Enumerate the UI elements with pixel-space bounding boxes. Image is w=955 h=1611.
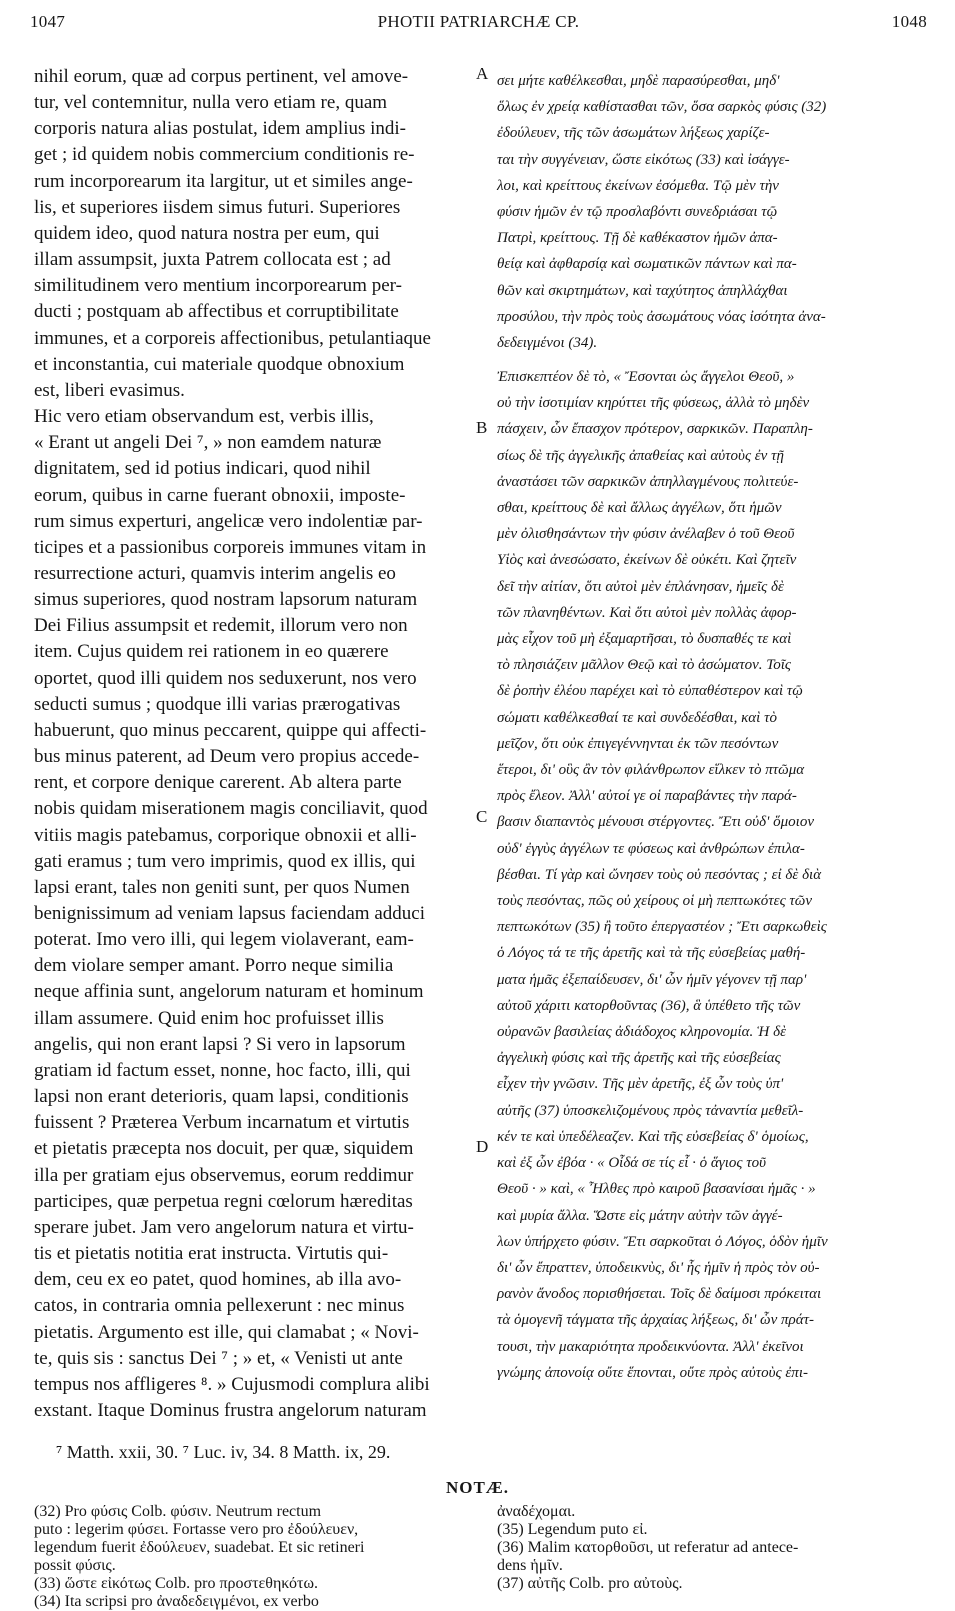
latin-text-line: neque affinia sunt, angelorum naturam et hominum (34, 981, 424, 1003)
latin-text-line: quidem ideo, quod natura nostra per eum, qui (34, 222, 380, 244)
note-line: legendum fuerit ἐδούλευεν, suadebat. Et sic retineri (34, 1539, 365, 1556)
greek-text-line: πάσχειν, ὧν ἔπασχον πρότερον, σαρκικῶν. Παραπλη- (497, 421, 813, 438)
latin-text-line: oportet, quod illi quidem nos seduxerunt, nos vero (34, 667, 417, 689)
greek-text-line: μὰς εἶχον τοῦ μὴ ἐξαμαρτῆσαι, τὸ δυσπαθές τε καὶ (497, 631, 792, 648)
greek-text-line: μεῖζον, ὅτι οὐκ ἐπιγεγέννηνται ἐκ τῶν πεσόντων (497, 735, 779, 752)
latin-text-line: et inconstantia, cui materiale quodque obnoxium (34, 353, 405, 375)
greek-text-line: Ἐπισκεπτέον δὲ τὸ, « Ἔσονται ὡς ἄγγελοι Θεοῦ, » (497, 369, 795, 385)
greek-text-line: γνώμης ἀπονοίᾳ οὔτε ἕπονται, οὔτε πρὸς αὐτοὺς ἐπι- (497, 1364, 808, 1381)
greek-text-line: οὐδ' ἐγγὺς ἀγγέλων τε φύσεως καὶ ἀνθρώπων ἐπιλα- (497, 840, 805, 857)
greek-text-line: πρὸς ἔλεον. Ἀλλ' αὐτοί γε οἱ παραβάντες τὴν παρά- (497, 788, 797, 805)
latin-text-line: lapsi erant, tales non geniti sunt, per quos Numen (34, 876, 410, 898)
greek-text-line: ἕτεροι, δι' οὓς ἂν τὸν φιλάνθρωπον εἵλκεν τὸ πτῶμα (497, 762, 805, 779)
page-number-right: 1048 (891, 12, 927, 31)
latin-text-line: lis, et superiores iisdem simus futuri. Superiores (34, 196, 401, 218)
note-line: (36) Malim κατορθοῦσι, ut referatur ad antece- (497, 1539, 799, 1556)
latin-text-line: lapsi non erant deterioris, quam lapsi, conditionis (34, 1086, 409, 1108)
latin-text-line: participes, quæ perpetua regni cœlorum hæreditas (34, 1190, 413, 1212)
greek-text-line: ἀγγελικὴ φύσις καὶ τῆς ἀρετῆς καὶ τῆς εὐσεβείας (497, 1050, 781, 1067)
greek-text-line: ὁ Λόγος τά τε τῆς ἀρετῆς καὶ τὰ τῆς εὐσεβείας μαθή- (497, 945, 806, 962)
greek-text-line: βέσθαι. Τί γὰρ καὶ ὤνησεν τοὺς οὐ πεσόντας ; εἰ δὲ διὰ (497, 866, 822, 883)
latin-column (34, 64, 474, 1424)
latin-text-line: pietatis. Argumento est ille, qui clamabat ; « Novi- (34, 1321, 419, 1343)
greek-text-line: ὅλως ἐν χρείᾳ καθίστασθαι τῶν, ὅσα σαρκὸς φύσις (32) (497, 99, 827, 116)
notae-title: NOTÆ. (445, 1478, 510, 1497)
latin-text-line: « Erant ut angeli Dei ⁷, » non eamdem naturæ (34, 432, 382, 454)
page-header (30, 12, 927, 38)
latin-text-line: illam assumere. Quid enim hoc profuisset illis (34, 1007, 384, 1029)
greek-text-line: λοι, καὶ κρείττους ἐκείνων ἐσόμεθα. Τῷ μὲν τὴν (497, 177, 779, 194)
greek-text-line: οὐρανῶν βασιλείας ἀδιάδοχος κληρονομία. Ἡ δὲ (497, 1024, 786, 1041)
greek-text-line: δὲ ῥοπὴν ἐλέου παρέχει καὶ τὸ εὐπαθέστερον καὶ τῷ (497, 683, 803, 700)
note-line: puto : legerim φύσει. Fortasse vero pro ἐδούλευεν, (34, 1521, 359, 1538)
latin-text-line: tur, vel contemnitur, nulla vero etiam re, quam (34, 92, 388, 114)
greek-text-line: αὐτῆς (37) ὑποσκελιζομένους πρὸς τἀναντία μεθεῖλ- (497, 1102, 804, 1119)
marker-c: C (476, 807, 488, 826)
note-line: possit φύσις. (34, 1557, 116, 1574)
greek-text-line: θῶν καὶ σκιρτημάτων, καὶ ταχύτητος ἀπηλλάχθαι (497, 282, 788, 299)
latin-text-line: immunes, et a corporeis affectionibus, petulantiaque (34, 327, 431, 349)
note-line: dens ἡμῖν. (497, 1557, 563, 1574)
greek-text-line: λων ὑπήρχετο φύσιν. Ἔτι σαρκοῦται ὁ Λόγος, ὁδὸν ἡμῖν (497, 1233, 828, 1250)
latin-text-line: illa per gratiam ejus observemus, eorum reddimur (34, 1164, 414, 1186)
marker-a: A (476, 64, 489, 83)
latin-text-line: gratiam id factum esset, nonne, hoc facto, illi, qui (34, 1059, 411, 1081)
latin-text-line: similitudinem vero mentium incorporearum per- (34, 275, 402, 297)
latin-text-line: gati eramus ; tum vero imprimis, quod ex illis, qui (34, 850, 416, 872)
latin-text-line: vitiis magis patebamus, corporique obnoxii et alli- (34, 824, 417, 846)
greek-text-line: μὲν ὀλισθησάντων τὴν φύσιν ἀνέλαβεν ὁ τοῦ Θεοῦ (497, 526, 795, 543)
note-line: (37) αὐτῆς Colb. pro αὐτοὺς. (497, 1575, 683, 1592)
latin-text-line: illam assumpsit, juxta Patrem collocata est ; ad (34, 249, 391, 271)
note-line: (34) Ita scripsi pro ἀναδεδειγμένοι, ex verbo (34, 1593, 319, 1610)
greek-text-line: προσύλου, τὴν πρὸς τοὺς ἀσωμάτους νόας ἰσότητα ἀνα- (497, 308, 826, 325)
greek-text-line: σώματι καθέλκεσθαί τε καὶ συνδεδέσθαι, καὶ τὸ (497, 709, 777, 726)
latin-text-line: get ; id quidem nobis commercium conditionis re- (34, 144, 415, 166)
latin-text-line: angelis, qui non erant lapsi ? Si vero in lapsorum (34, 1033, 406, 1055)
greek-text-line: τὸ πλησιάζειν μᾶλλον Θεῷ καὶ τὸ ἀσώματον. Τοῖς (497, 657, 791, 674)
greek-text-line: Υἱὸς καὶ ἀνεσώσατο, ἐκείνων δὲ οὐκέτι. Καὶ ζητεῖν (497, 552, 797, 569)
greek-text-line: σίως δὲ τῆς ἀγγελικῆς ἀπαθείας καὶ αὐτοὺς ἐν τῇ (497, 447, 784, 464)
greek-text-line: θείᾳ καὶ ἀφθαρσίᾳ καὶ σωματικῶν πάντων καὶ πα- (497, 256, 797, 273)
latin-text-line: nobis quidam miserationem magis conciliavit, quod (34, 798, 428, 820)
latin-text-line: ticipes et a passionibus corporeis immunes vitam in (34, 536, 427, 558)
note-line: (35) Legendum puto εἰ. (497, 1521, 648, 1538)
latin-text-line: bus minus paterent, ad Deum vero propius accede- (34, 746, 420, 768)
greek-text-line: εἶχεν τὴν γνῶσιν. Τῆς μὲν ἀρετῆς, ἐξ ὧν τοὺς ὑπ' (497, 1076, 784, 1093)
greek-text-line: αὐτοῦ χάριτι κατορθοῦντας (36), ἃ ὑπέθετο τῆς τῶν (497, 997, 801, 1014)
latin-text-line: habuerunt, quo minus peccarent, quippe qui affecti- (34, 719, 427, 741)
greek-text-line: δεδειγμένοι (34). (497, 335, 598, 352)
latin-text-line: catos, in contraria omnia pellexerunt : nec minus (34, 1295, 405, 1317)
greek-text-line: οὐ τὴν ἰσοτιμίαν κηρύττει τῆς φύσεως, ἀλλὰ τὸ μηδὲν (497, 395, 810, 412)
latin-text-line: tempus nos affligeres ⁸. » Cujusmodi complura alibi (34, 1373, 430, 1395)
latin-text-line: rum simus experturi, angelicæ vero indolentiæ par- (34, 510, 423, 532)
latin-text-line: te, quis sis : sanctus Dei ⁷ ; » et, « Venisti ut ante (34, 1347, 403, 1369)
running-title: PHOTII PATRIARCHÆ CP. (377, 12, 580, 31)
latin-text-line: resurrectione acturi, quamvis interim angelis eo (34, 562, 396, 584)
latin-text-line: ducti ; postquam ab affectibus et corruptibilitate (34, 301, 399, 323)
greek-text-line: ἐδούλευεν, τῆς τῶν ἀσωμάτων λήξεως χαρίζε- (497, 125, 770, 142)
notes-left-column (34, 1503, 474, 1611)
greek-text-line: πεπτωκότων (35) ἢ τοῦτο ἐπεργαστέον ; Ἔτι σαρκωθεὶς (497, 919, 827, 936)
latin-text-line: et pietatis præcepta nos docuit, per quæ, siquidem (34, 1138, 414, 1160)
latin-text-line: Dei Filius assumpsit et redemit, illorum vero non (34, 615, 408, 637)
greek-text-line: Θεοῦ · » καὶ, « Ἦλθες πρὸ καιροῦ βασανίσαι ἡμᾶς · » (497, 1181, 816, 1198)
greek-text-line: καὶ μυρία ἄλλα. Ὥστε εἰς μάτην αὐτὴν τῶν ἀγγέ- (497, 1207, 783, 1224)
scripture-references: ⁷ Matth. xxii, 30. ⁷ Luc. iv, 34. 8 Matth. ix, 29. (56, 1442, 391, 1462)
greek-text-line: ρανὸν ἄνοδος πορισθήσεται. Τοῖς δὲ δαίμοσι πρόκειται (497, 1286, 822, 1303)
greek-text-line: τῶν πλανηθέντων. Καὶ ὅτι αὐτοὶ μὲν πολλὰς ἀφορ- (497, 604, 797, 621)
greek-text-line: βασιν διαπαντὸς μένουσι στέργοντες. Ἔτι οὐδ' ὅμοιον (497, 814, 814, 831)
greek-text-line: τὰ ὁμογενῆ τάγματα τῆς ἀρχαίας λήξεως, δι' ὧν πράτ- (497, 1312, 814, 1329)
latin-text-line: tis et pietatis notitia erat instructa. Virtutis qui- (34, 1243, 389, 1265)
greek-text-line: δεῖ τὴν αἰτίαν, ὅτι αὐτοὶ μὲν ἐπλάνησαν, ἡμεῖς δὲ (497, 578, 784, 595)
greek-text-line: κέν τε καὶ ὑπεδέλεαζεν. Καὶ τῆς εὐσεβείας δ' ὁμοίως, (497, 1128, 809, 1145)
greek-text-line: φύσιν ἡμῶν ἐν τῷ προσλαβόντι συνεδριάσαι τῷ (497, 204, 778, 221)
greek-text-line: ἀναστάσει τῶν σαρκικῶν ἀπηλλαγμένους πολιτεύε- (497, 473, 799, 490)
latin-text-line: eorum, quibus in carne fuerant obnoxii, imposte- (34, 484, 406, 506)
latin-text-line: Hic vero etiam observandum est, verbis illis, (34, 406, 374, 428)
greek-text-line: σει μήτε καθέλκεσθαι, μηδὲ παρασύρεσθαι, μηδ' (497, 73, 780, 89)
latin-text-line: nihil eorum, quæ ad corpus pertinent, vel amove- (34, 66, 409, 87)
greek-column-part-a (497, 68, 925, 356)
latin-text-line: dem, ceu ex eo patet, quod homines, ab illa avo- (34, 1269, 402, 1291)
marker-b: B (476, 418, 488, 437)
greek-text-line: τουσι, τὴν μακαριότητα προδεικνύοντα. Ἀλλ' ἐκεῖνοι (497, 1338, 804, 1355)
greek-text-line: Πατρὶ, κρείττους. Τῇ δὲ καθέκαστον ἡμῶν ἀπα- (497, 230, 778, 247)
latin-text-line: sperare jubet. Jam vero angelorum natura et virtu- (34, 1216, 414, 1238)
latin-text-line: poterat. Imo vero illi, qui legem violaverant, eam- (34, 929, 414, 951)
latin-text-line: exstant. Itaque Dominus frustra angelorum naturam (34, 1399, 427, 1421)
latin-text-line: fuissent ? Præterea Verbum incarnatum et virtutis (34, 1112, 410, 1134)
latin-text-line: item. Cujus quidem rei rationem in eo quærere (34, 641, 389, 663)
page-number-left: 1047 (30, 12, 66, 31)
latin-text-line: seducti sumus ; quodque illi varias prærogativas (34, 693, 401, 715)
note-line: (32) Pro φύσις Colb. φύσιν. Neutrum rectum (34, 1503, 322, 1520)
notes-right-column (497, 1503, 925, 1593)
note-line: ἀναδέχομαι. (497, 1503, 576, 1520)
latin-text-line: corporis natura alias postulat, idem amplius indi- (34, 118, 407, 140)
greek-text-line: ται τὴν συγγένειαν, ὥστε εἰκότως (33) καὶ ἰσάγγε- (497, 151, 790, 168)
note-line: (33) ὥστε εἰκότως Colb. pro προστεθηκότω. (34, 1575, 318, 1592)
greek-text-line: δι' ὧν ἔπραττεν, ὑποδεικνὺς, δι' ἧς ἡμῖν ἡ πρὸς τὸν οὐ- (497, 1259, 820, 1276)
latin-text-line: dignitatem, sed id potius indicari, quod nihil (34, 458, 371, 480)
greek-text-line: ματα ἡμᾶς ἐξεπαίδευσεν, δι' ὧν ἡμῖν γέγονεν τῇ παρ' (497, 971, 807, 988)
greek-text-line: τοὺς πεσόντας, πῶς οὐ χείρους οἱ μὴ πεπτωκότες τῶν (497, 893, 813, 910)
latin-text-line: rent, et corpore denique carerent. Ab altera parte (34, 772, 402, 794)
greek-text-line: σθαι, κρείττους δὲ καὶ ἄλλως ἀγγέλων, ὅτι ἡμῶν (497, 500, 782, 517)
greek-text-line: καὶ ἐξ ὧν ἐβόα · « Οἶδά σε τίς εἶ · ὁ ἅγιος τοῦ (497, 1155, 766, 1172)
greek-column-part-b (497, 364, 925, 1386)
latin-text-line: est, liberi evasimus. (34, 379, 185, 401)
latin-text-line: rum incorporearum ita largitur, ut et similes ange- (34, 170, 413, 192)
latin-text-line: simus superiores, quod nostram lapsorum naturam (34, 589, 418, 611)
latin-text-line: benignissimum ad veniam lapsus faciendam adduci (34, 903, 425, 924)
latin-text-line: dem violare semper amant. Porro neque similia (34, 955, 394, 977)
marker-d: D (476, 1137, 489, 1156)
